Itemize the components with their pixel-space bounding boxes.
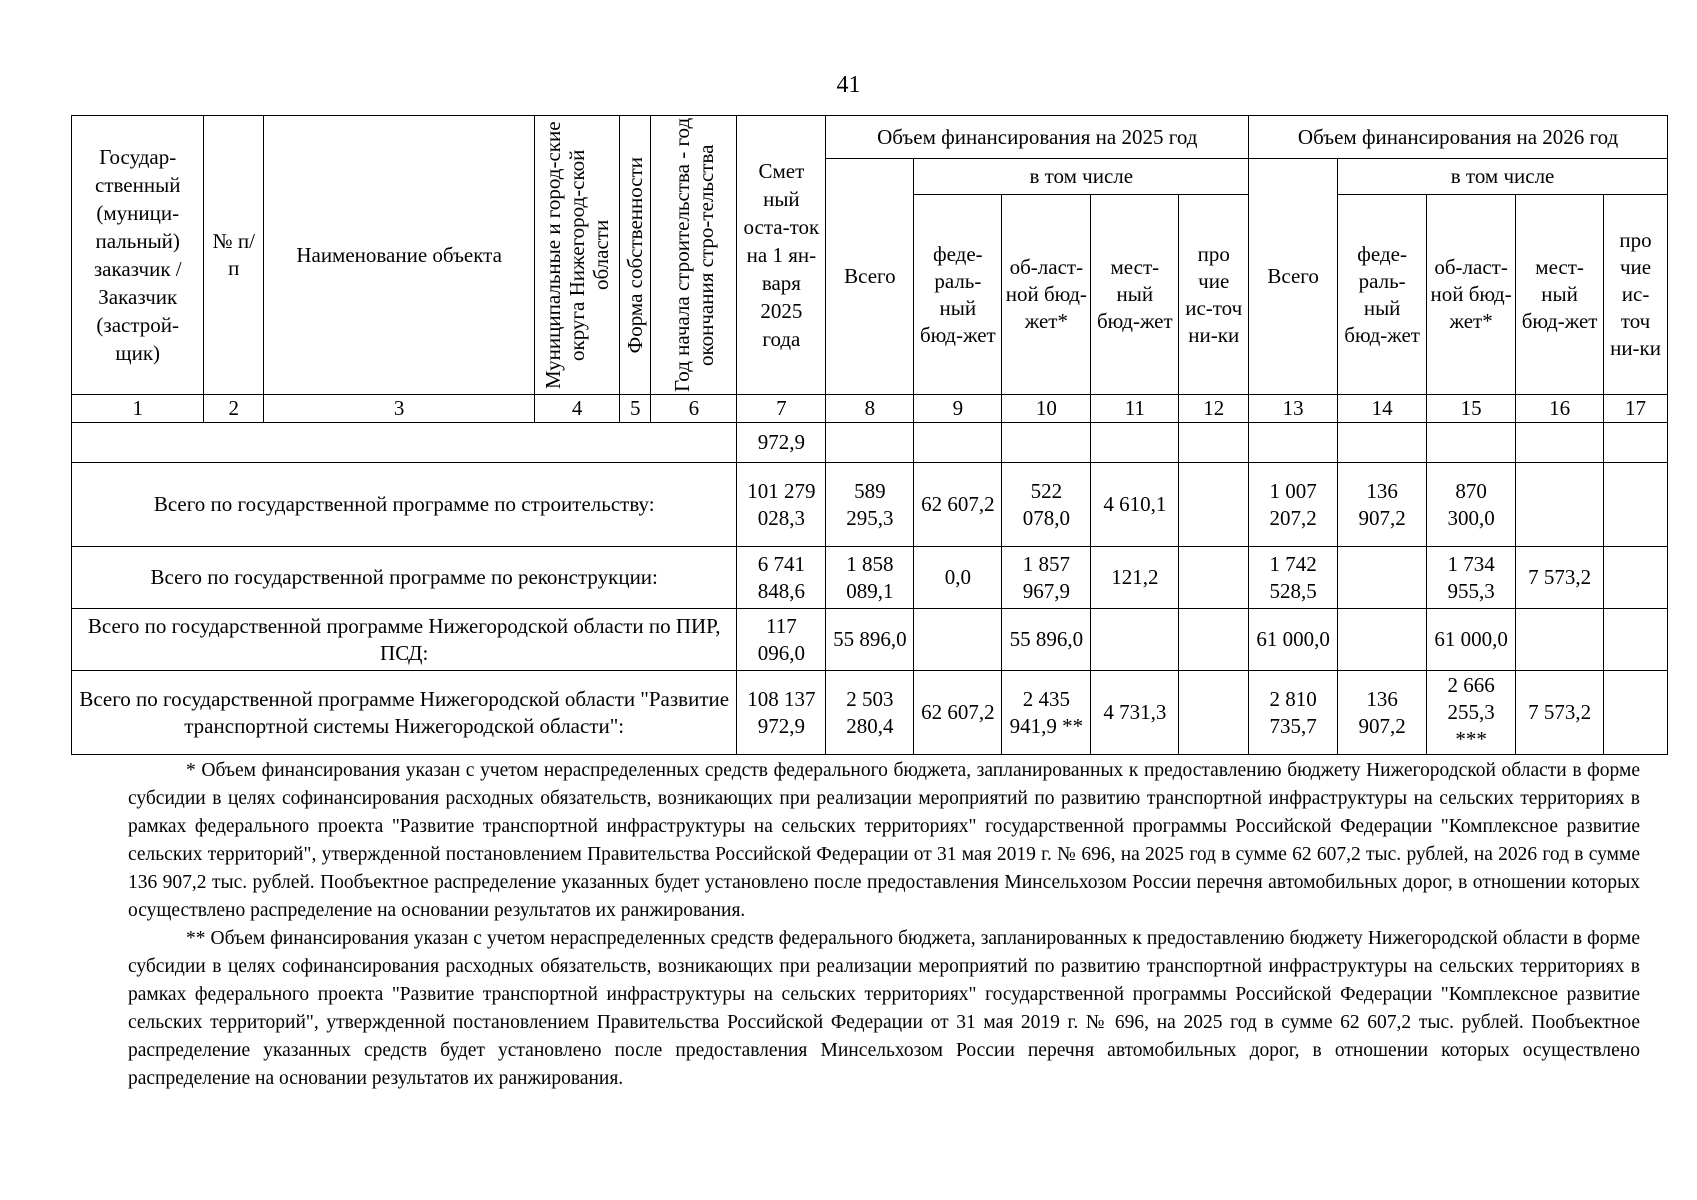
column-number: 11	[1091, 395, 1179, 423]
cell-total-2026: 61 000,0	[1249, 609, 1338, 671]
cell-other-2026	[1604, 423, 1668, 463]
cell-regional-2026: 870 300,0	[1427, 463, 1516, 547]
cell-local-2026: 7 573,2	[1516, 671, 1604, 755]
column-numbers-row	[72, 395, 1668, 423]
header-other-2025: про чие ис-точ ни-ки	[1179, 195, 1249, 395]
cell-regional-2026: 1 734 955,3	[1427, 547, 1516, 609]
column-number: 2	[204, 395, 264, 423]
cell-federal-2026	[1338, 423, 1427, 463]
cell-other-2025	[1179, 547, 1249, 609]
column-number: 9	[914, 395, 1002, 423]
financing-table	[71, 115, 1668, 755]
header-federal-2026: феде-раль-ный бюд-жет	[1338, 195, 1427, 395]
header-local-2025: мест-ный бюд-жет	[1091, 195, 1179, 395]
column-number: 5	[620, 395, 651, 423]
column-number: 6	[651, 395, 737, 423]
cell-local-2025: 121,2	[1091, 547, 1179, 609]
header-other-2026: про чие ис-точ ни-ки	[1604, 195, 1668, 395]
cell-other-2025	[1179, 609, 1249, 671]
cell-federal-2026: 136 907,2	[1338, 671, 1427, 755]
cell-total-2025: 1 858 089,1	[826, 547, 914, 609]
cell-regional-2025: 522 078,0	[1002, 463, 1091, 547]
column-number: 4	[535, 395, 620, 423]
cell-regional-2026: 61 000,0	[1427, 609, 1516, 671]
column-number: 7	[737, 395, 826, 423]
column-number: 17	[1604, 395, 1668, 423]
cell-balance: 108 137 972,9	[737, 671, 826, 755]
row-label: Всего по государственной программе Нижегородской области по ПИР, ПСД:	[72, 609, 737, 671]
cell-federal-2025: 62 607,2	[914, 671, 1002, 755]
table-row	[72, 609, 1668, 671]
header-including-2025: в том числе	[914, 159, 1249, 195]
header-balance: Смет ный оста-ток на 1 ян-варя 2025 года	[737, 116, 826, 395]
header-object-name: Наименование объекта	[264, 116, 535, 395]
cell-other-2026	[1604, 609, 1668, 671]
column-number: 13	[1249, 395, 1338, 423]
cell-local-2026: 7 573,2	[1516, 547, 1604, 609]
header-years	[651, 116, 737, 395]
cell-total-2025: 2 503 280,4	[826, 671, 914, 755]
cell-balance: 101 279 028,3	[737, 463, 826, 547]
column-number: 8	[826, 395, 914, 423]
cell-total-2026: 2 810 735,7	[1249, 671, 1338, 755]
header-years-text: Год начала строительства - год окончания стро-тельства	[669, 117, 718, 393]
column-number: 10	[1002, 395, 1091, 423]
column-number: 15	[1427, 395, 1516, 423]
cell-total-2026	[1249, 423, 1338, 463]
column-number: 16	[1516, 395, 1604, 423]
row-label	[72, 423, 737, 463]
footnote-2: ** Объем финансирования указан с учетом нераспределенных средств федерального бюджета, запланированных к предоставлению бюджету Нижегородской области в форме субсидии в целях софинансирования расходных обязательств, возникающих при реализации мероприятий по развитию транспортной инфраструктуры на сельских территориях в рамках федерального проекта "Развитие транспортной инфраструктуры на сельских территориях" государственной программы Российской Федерации "Комплексное развитие сельских территорий", утвержденной постановлением Правительства Российской Федерации от 31 мая 2019 г. № 696, на 2025 год в сумме 62 607,2 тыс. рублей. Пообъектное распределение указанных средств будет установлено после предоставления Минсельхозом России перечня автомобильных дорог, в отношении которых осуществлено распределение на основании результатов их ранжирования.	[128, 928, 1640, 1089]
row-label: Всего по государственной программе по реконструкции:	[72, 547, 737, 609]
cell-local-2025: 4 731,3	[1091, 671, 1179, 755]
header-including-2026: в том числе	[1338, 159, 1668, 195]
header-ownership-text: Форма собственности	[623, 156, 648, 354]
cell-federal-2025: 62 607,2	[914, 463, 1002, 547]
cell-other-2025	[1179, 463, 1249, 547]
cell-other-2025	[1179, 671, 1249, 755]
cell-regional-2026: 2 666 255,3 ***	[1427, 671, 1516, 755]
cell-other-2026	[1604, 547, 1668, 609]
cell-federal-2025: 0,0	[914, 547, 1002, 609]
cell-total-2025	[826, 423, 914, 463]
header-municipality	[535, 116, 620, 395]
cell-total-2025: 589 295,3	[826, 463, 914, 547]
header-ownership	[620, 116, 651, 395]
cell-local-2025: 4 610,1	[1091, 463, 1179, 547]
cell-local-2025	[1091, 609, 1179, 671]
cell-other-2025	[1179, 423, 1249, 463]
header-financing-2025: Объем финансирования на 2025 год	[826, 116, 1249, 159]
cell-federal-2025	[914, 423, 1002, 463]
table-row	[72, 671, 1668, 755]
footnotes	[128, 757, 1640, 1093]
cell-regional-2025	[1002, 423, 1091, 463]
header-number: № п/п	[204, 116, 264, 395]
cell-balance: 117 096,0	[737, 609, 826, 671]
header-customer: Государ-ственный (муници-пальный) заказчик / Заказчик (застрой-щик)	[72, 116, 204, 395]
cell-total-2026: 1 742 528,5	[1249, 547, 1338, 609]
row-label: Всего по государственной программе Нижегородской области "Развитие транспортной системы Нижегородской области":	[72, 671, 737, 755]
cell-federal-2026	[1338, 609, 1427, 671]
cell-total-2025: 55 896,0	[826, 609, 914, 671]
column-number: 1	[72, 395, 204, 423]
footnote-1: * Объем финансирования указан с учетом нераспределенных средств федерального бюджета, запланированных к предоставлению бюджету Нижегородской области в форме субсидии в целях софинансирования расходных обязательств, возникающих при реализации мероприятий по развитию транспортной инфраструктуры на сельских территориях в рамках федерального проекта "Развитие транспортной инфраструктуры на сельских территориях" государственной программы Российской Федерации "Комплексное развитие сельских территорий", утвержденной постановлением Правительства Российской Федерации от 31 мая 2019 г. № 696, на 2025 год в сумме 62 607,2 тыс. рублей, на 2026 год в сумме 136 907,2 тыс. рублей. Пообъектное распределение указанных будет установлено после предоставления Минсельхозом России перечня автомобильных дорог, в отношении которых осуществлено распределение на основании результатов их ранжирования.	[128, 760, 1640, 921]
column-number: 14	[1338, 395, 1427, 423]
table-row	[72, 423, 1668, 463]
column-number: 3	[264, 395, 535, 423]
cell-regional-2025: 55 896,0	[1002, 609, 1091, 671]
cell-federal-2026: 136 907,2	[1338, 463, 1427, 547]
row-label: Всего по государственной программе по строительству:	[72, 463, 737, 547]
cell-other-2026	[1604, 463, 1668, 547]
header-regional-2026: об-ласт-ной бюд-жет*	[1427, 195, 1516, 395]
cell-regional-2025: 2 435 941,9 **	[1002, 671, 1091, 755]
cell-local-2025	[1091, 423, 1179, 463]
header-total-2025: Всего	[826, 159, 914, 395]
cell-balance: 972,9	[737, 423, 826, 463]
cell-regional-2026	[1427, 423, 1516, 463]
table-row	[72, 463, 1668, 547]
header-total-2026: Всего	[1249, 159, 1338, 395]
cell-local-2026	[1516, 609, 1604, 671]
header-local-2026: мест-ный бюд-жет	[1516, 195, 1604, 395]
header-municipality-text: Муниципальные и город-ские округа Нижегород-ской области	[541, 121, 614, 389]
table-row	[72, 547, 1668, 609]
cell-local-2026	[1516, 463, 1604, 547]
cell-federal-2026	[1338, 547, 1427, 609]
header-financing-2026: Объем финансирования на 2026 год	[1249, 116, 1668, 159]
column-number: 12	[1179, 395, 1249, 423]
header-federal-2025: феде-раль-ный бюд-жет	[914, 195, 1002, 395]
header-regional-2025: об-ласт-ной бюд-жет*	[1002, 195, 1091, 395]
cell-local-2026	[1516, 423, 1604, 463]
cell-total-2026: 1 007 207,2	[1249, 463, 1338, 547]
cell-balance: 6 741 848,6	[737, 547, 826, 609]
page-number: 41	[836, 72, 861, 98]
cell-other-2026	[1604, 671, 1668, 755]
cell-regional-2025: 1 857 967,9	[1002, 547, 1091, 609]
cell-federal-2025	[914, 609, 1002, 671]
